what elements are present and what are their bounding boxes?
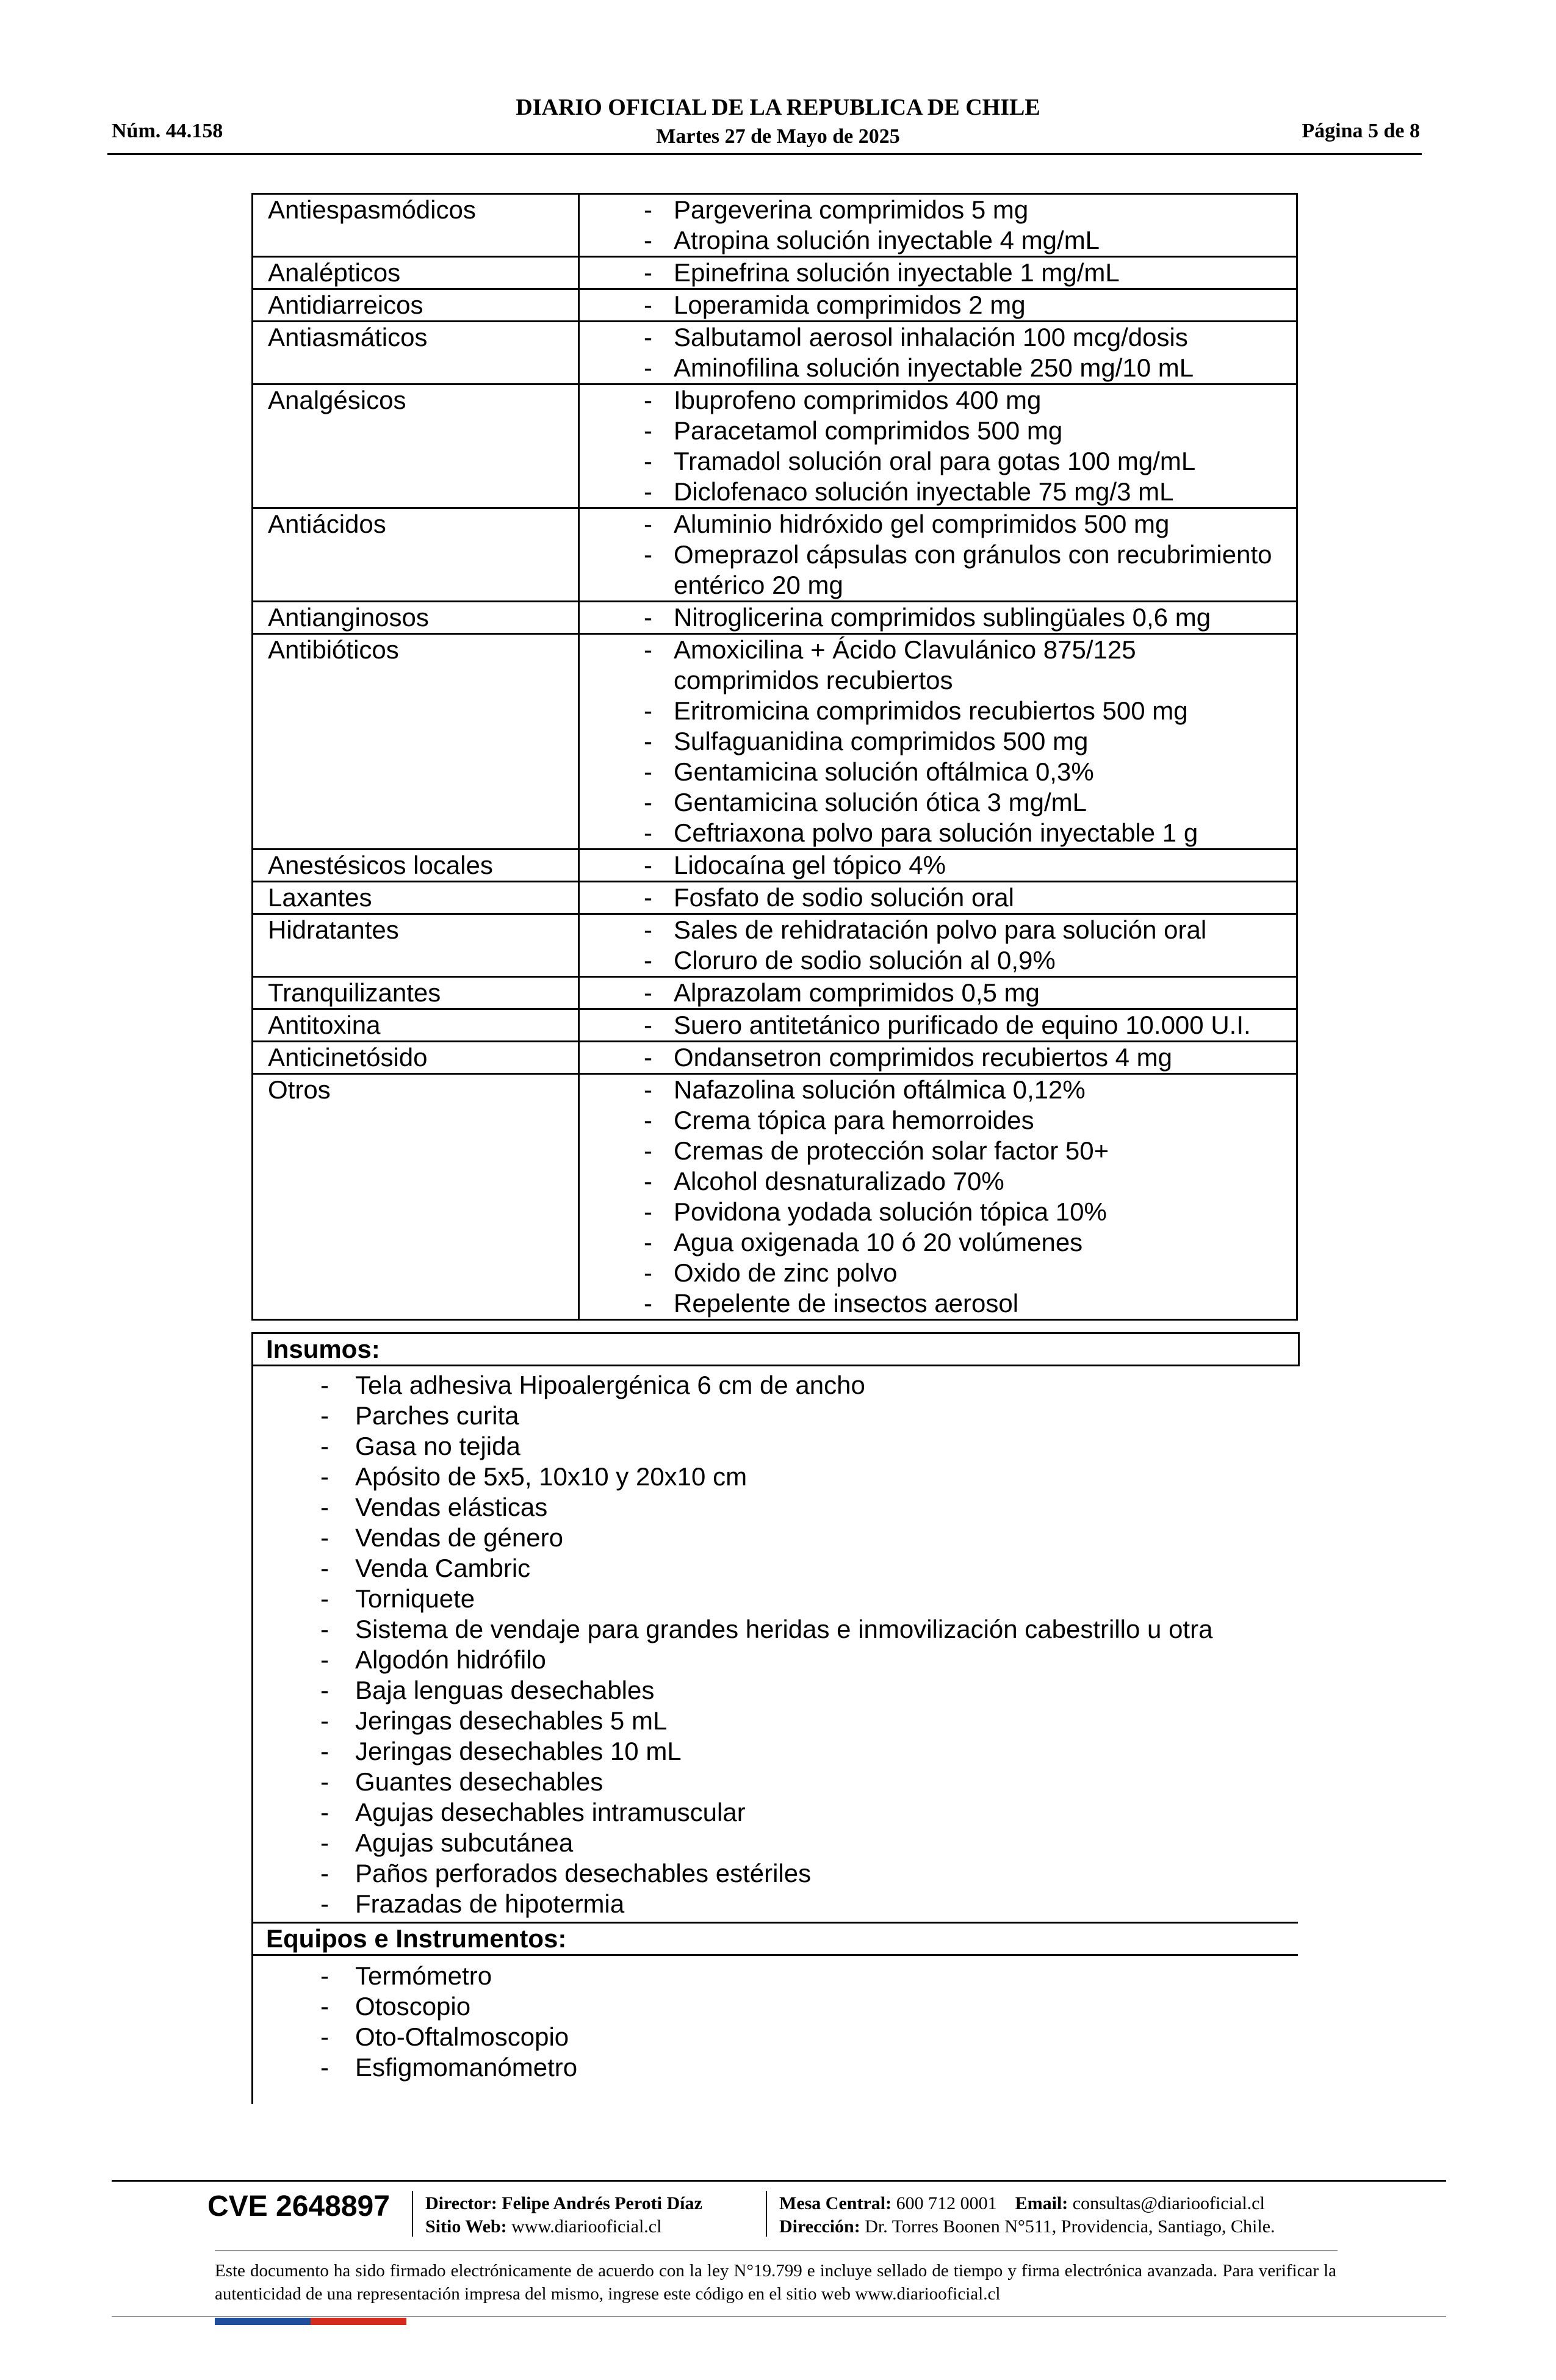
list-item bbox=[580, 385, 1296, 416]
bullet-dash: - bbox=[644, 477, 652, 506]
list-item bbox=[580, 477, 1296, 507]
items-cell bbox=[579, 849, 1297, 882]
bullet-dash: - bbox=[644, 1136, 652, 1165]
item-text: Gasa no tejida bbox=[355, 1432, 520, 1460]
items-cell bbox=[579, 977, 1297, 1009]
item-text: Parches curita bbox=[355, 1401, 519, 1430]
item-text: Agujas subcutánea bbox=[355, 1828, 574, 1857]
table-row bbox=[253, 257, 1297, 289]
list-item bbox=[580, 1105, 1296, 1136]
items-cell bbox=[579, 602, 1297, 634]
list-item bbox=[580, 1227, 1296, 1258]
list-item bbox=[251, 1736, 1298, 1767]
item-text: Salbutamol aerosol inhalación 100 mcg/dosis bbox=[674, 323, 1188, 352]
table-row bbox=[253, 508, 1297, 602]
items-cell bbox=[579, 634, 1297, 849]
list-item bbox=[251, 1645, 1298, 1675]
item-text: Guantes desechables bbox=[355, 1767, 603, 1796]
item-text: Agua oxigenada 10 ó 20 volúmenes bbox=[674, 1228, 1083, 1257]
list-item bbox=[251, 1991, 1298, 2022]
list-item bbox=[580, 1166, 1296, 1197]
list-item bbox=[580, 1258, 1296, 1288]
bullet-dash: - bbox=[644, 416, 652, 445]
item-text: Vendas elásticas bbox=[355, 1493, 548, 1521]
legal-notice: Este documento ha sido firmado electrónicamente de acuerdo con la ley N°19.799 e incluye sellado de tiempo y firma electrónica avanzada. Para verificar la autenticidad de una representación impresa del mismo, ingrese este código en el sitio web www.diariooficial.cl bbox=[215, 2261, 1336, 2304]
bullet-dash: - bbox=[320, 1798, 329, 1826]
bullet-dash: - bbox=[644, 1011, 652, 1039]
bullet-dash: - bbox=[644, 1106, 652, 1134]
item-text: Paños perforados desechables estériles bbox=[355, 1859, 812, 1888]
bullet-dash: - bbox=[320, 1523, 329, 1552]
list-item bbox=[251, 1675, 1298, 1706]
bullet-dash: - bbox=[320, 1401, 329, 1430]
bullet-dash: - bbox=[320, 1706, 329, 1735]
equipos-heading: Equipos e Instrumentos: bbox=[251, 1922, 1298, 1956]
item-text: Algodón hidrófilo bbox=[355, 1645, 546, 1674]
item-text: Nafazolina solución oftálmica 0,12% bbox=[674, 1075, 1086, 1104]
issue-number: Núm. 44.158 bbox=[112, 120, 223, 142]
list-item bbox=[251, 1523, 1298, 1553]
table-row bbox=[253, 384, 1297, 508]
insumos-heading: Insumos: bbox=[251, 1332, 1298, 1366]
category-cell: Antibióticos bbox=[253, 634, 579, 849]
list-item bbox=[251, 1614, 1298, 1645]
category-cell: Antidiarreicos bbox=[253, 289, 579, 322]
bullet-dash: - bbox=[320, 1889, 329, 1918]
bullet-dash: - bbox=[320, 1462, 329, 1491]
item-text: Ondansetron comprimidos recubiertos 4 mg bbox=[674, 1043, 1173, 1072]
bullet-dash: - bbox=[644, 696, 652, 725]
list-item bbox=[580, 696, 1296, 726]
item-text: Cloruro de sodio solución al 0,9% bbox=[674, 946, 1056, 975]
item-text: Tela adhesiva Hipoalergénica 6 cm de ancho bbox=[355, 1371, 865, 1399]
list-item bbox=[251, 1706, 1298, 1736]
item-text: Gentamicina solución ótica 3 mg/mL bbox=[674, 788, 1087, 817]
list-item bbox=[580, 1075, 1296, 1105]
category-cell: Hidratantes bbox=[253, 914, 579, 977]
list-item bbox=[580, 1136, 1296, 1166]
category-cell: Anticinetósido bbox=[253, 1042, 579, 1074]
issue-date: Martes 27 de Mayo de 2025 bbox=[656, 125, 900, 148]
list-item bbox=[251, 1961, 1298, 1991]
list-item bbox=[580, 446, 1296, 477]
item-text: Aminofilina solución inyectable 250 mg/10 mL bbox=[674, 353, 1194, 382]
table-row bbox=[253, 914, 1297, 977]
item-text: Oto-Oftalmoscopio bbox=[355, 2022, 569, 2051]
item-text: Epinefrina solución inyectable 1 mg/mL bbox=[674, 258, 1120, 287]
list-item bbox=[251, 1462, 1298, 1492]
category-cell: Antiácidos bbox=[253, 508, 579, 602]
items-cell bbox=[579, 289, 1297, 322]
bullet-dash: - bbox=[320, 1371, 329, 1399]
list-item bbox=[580, 787, 1296, 818]
bullet-dash: - bbox=[320, 1992, 329, 2021]
list-item bbox=[580, 915, 1296, 945]
bullet-dash: - bbox=[644, 978, 652, 1007]
list-item bbox=[580, 539, 1296, 600]
list-item bbox=[251, 1858, 1298, 1889]
item-text: Omeprazol cápsulas con gránulos con recubrimiento entérico 20 mg bbox=[674, 540, 1272, 599]
item-text: Cremas de protección solar factor 50+ bbox=[674, 1136, 1109, 1165]
item-text: Torniquete bbox=[355, 1584, 475, 1613]
item-text: Esfigmomanómetro bbox=[355, 2053, 578, 2082]
item-text: Fosfato de sodio solución oral bbox=[674, 883, 1014, 912]
bullet-dash: - bbox=[320, 1767, 329, 1796]
items-cell bbox=[579, 1074, 1297, 1320]
list-item bbox=[251, 1584, 1298, 1614]
newspaper-title: DIARIO OFICIAL DE LA REPUBLICA DE CHILE bbox=[516, 95, 1040, 120]
bullet-dash: - bbox=[644, 1197, 652, 1226]
list-item bbox=[580, 945, 1296, 976]
item-text: Paracetamol comprimidos 500 mg bbox=[674, 416, 1063, 445]
item-text: Gentamicina solución oftálmica 0,3% bbox=[674, 757, 1094, 786]
item-text: Otoscopio bbox=[355, 1992, 471, 2021]
item-text: Crema tópica para hemorroides bbox=[674, 1106, 1034, 1134]
item-text: Oxido de zinc polvo bbox=[674, 1258, 898, 1287]
table-row bbox=[253, 289, 1297, 322]
list-item bbox=[580, 1197, 1296, 1227]
item-text: Alcohol desnaturalizado 70% bbox=[674, 1167, 1004, 1195]
list-item bbox=[580, 195, 1296, 225]
bullet-dash: - bbox=[320, 1961, 329, 1990]
bullet-dash: - bbox=[644, 1258, 652, 1287]
category-cell: Laxantes bbox=[253, 882, 579, 914]
items-cell bbox=[579, 384, 1297, 508]
website-link[interactable]: www.diariooficial.cl bbox=[511, 2216, 662, 2237]
bullet-dash: - bbox=[644, 1228, 652, 1257]
bullet-dash: - bbox=[644, 1167, 652, 1195]
footer-divider bbox=[215, 2250, 1338, 2251]
item-text: Ceftriaxona polvo para solución inyectable 1 g bbox=[674, 818, 1198, 847]
bullet-dash: - bbox=[644, 635, 652, 664]
list-item bbox=[580, 1042, 1296, 1073]
bullet-dash: - bbox=[644, 290, 652, 319]
list-item bbox=[251, 1492, 1298, 1523]
category-cell: Antiespasmódicos bbox=[253, 194, 579, 257]
item-text: Jeringas desechables 5 mL bbox=[355, 1706, 668, 1735]
list-item bbox=[251, 1767, 1298, 1797]
category-cell: Antitoxina bbox=[253, 1009, 579, 1042]
footer-separator bbox=[412, 2191, 413, 2237]
bullet-dash: - bbox=[644, 788, 652, 817]
item-text: Termómetro bbox=[355, 1961, 492, 1990]
flag-blue-segment bbox=[215, 2318, 311, 2325]
category-cell: Otros bbox=[253, 1074, 579, 1320]
flag-stripe bbox=[215, 2318, 406, 2325]
bullet-dash: - bbox=[644, 883, 652, 912]
table-row bbox=[253, 849, 1297, 882]
item-text: Alprazolam comprimidos 0,5 mg bbox=[674, 978, 1040, 1007]
category-cell: Tranquilizantes bbox=[253, 977, 579, 1009]
list-item bbox=[580, 726, 1296, 757]
list-item bbox=[580, 353, 1296, 383]
bullet-dash: - bbox=[644, 226, 652, 254]
bullet-dash: - bbox=[320, 1737, 329, 1765]
email-link[interactable]: consultas@diariooficial.cl bbox=[1072, 2193, 1265, 2213]
items-cell bbox=[579, 1042, 1297, 1074]
bullet-dash: - bbox=[644, 603, 652, 632]
item-text: Apósito de 5x5, 10x10 y 20x10 cm bbox=[355, 1462, 747, 1491]
list-item bbox=[580, 978, 1296, 1008]
table-row bbox=[253, 1009, 1297, 1042]
bullet-dash: - bbox=[644, 818, 652, 847]
category-cell: Antianginosos bbox=[253, 602, 579, 634]
page-indicator: Página 5 de 8 bbox=[1302, 120, 1420, 142]
table-row bbox=[253, 322, 1297, 384]
bullet-dash: - bbox=[644, 386, 652, 414]
bullet-dash: - bbox=[644, 915, 652, 944]
table-row bbox=[253, 634, 1297, 849]
bullet-dash: - bbox=[644, 757, 652, 786]
list-item bbox=[580, 882, 1296, 913]
bullet-dash: - bbox=[644, 447, 652, 475]
medicines-table bbox=[251, 193, 1298, 1321]
bullet-dash: - bbox=[320, 1645, 329, 1674]
bullet-dash: - bbox=[644, 946, 652, 975]
equipos-list bbox=[251, 1956, 1298, 2085]
footer-divider bbox=[112, 2316, 1446, 2317]
list-item bbox=[251, 1370, 1298, 1401]
footer-contact-block: Mesa Central: 600 712 0001 Email: consultas@diariooficial.cl Dirección: Dr. Torres Boonen N°511, Providencia, Santiago, Chile. bbox=[779, 2193, 1275, 2237]
item-text: Ibuprofeno comprimidos 400 mg bbox=[674, 386, 1042, 414]
list-item bbox=[580, 290, 1296, 320]
bullet-dash: - bbox=[320, 1554, 329, 1582]
list-item bbox=[251, 2022, 1298, 2052]
list-item bbox=[580, 818, 1296, 848]
list-item bbox=[251, 1889, 1298, 1919]
items-cell bbox=[579, 322, 1297, 384]
list-item bbox=[580, 850, 1296, 881]
list-item bbox=[251, 1797, 1298, 1828]
item-text: Atropina solución inyectable 4 mg/mL bbox=[674, 226, 1100, 254]
item-text: Sales de rehidratación polvo para solución oral bbox=[674, 915, 1207, 944]
items-cell bbox=[579, 914, 1297, 977]
item-text: Vendas de género bbox=[355, 1523, 563, 1552]
item-text: Lidocaína gel tópico 4% bbox=[674, 851, 946, 879]
item-text: Baja lenguas desechables bbox=[355, 1676, 655, 1704]
bullet-dash: - bbox=[320, 1584, 329, 1613]
item-text: Povidona yodada solución tópica 10% bbox=[674, 1197, 1107, 1226]
item-text: Diclofenaco solución inyectable 75 mg/3 mL bbox=[674, 477, 1174, 506]
list-item bbox=[580, 322, 1296, 353]
bullet-dash: - bbox=[644, 1075, 652, 1104]
item-text: Venda Cambric bbox=[355, 1554, 531, 1582]
table-row bbox=[253, 1074, 1297, 1320]
table-row bbox=[253, 882, 1297, 914]
insumos-list bbox=[251, 1366, 1298, 1922]
item-text: Nitroglicerina comprimidos sublingüales 0,6 mg bbox=[674, 603, 1211, 632]
items-cell bbox=[579, 508, 1297, 602]
list-item bbox=[251, 2052, 1298, 2083]
bullet-dash: - bbox=[320, 2022, 329, 2051]
item-text: Agujas desechables intramuscular bbox=[355, 1798, 746, 1826]
supplies-section bbox=[251, 1332, 1298, 2104]
bullet-dash: - bbox=[644, 1043, 652, 1072]
item-text: Loperamida comprimidos 2 mg bbox=[674, 290, 1026, 319]
bullet-dash: - bbox=[644, 258, 652, 287]
bullet-dash: - bbox=[644, 727, 652, 755]
category-cell: Anestésicos locales bbox=[253, 849, 579, 882]
bullet-dash: - bbox=[644, 353, 652, 382]
items-cell bbox=[579, 882, 1297, 914]
item-text: Jeringas desechables 10 mL bbox=[355, 1737, 682, 1765]
bullet-dash: - bbox=[644, 851, 652, 879]
list-item bbox=[251, 1401, 1298, 1431]
list-item bbox=[580, 602, 1296, 633]
bullet-dash: - bbox=[320, 2053, 329, 2082]
item-text: Repelente de insectos aerosol bbox=[674, 1289, 1019, 1318]
list-item bbox=[580, 635, 1296, 696]
item-text: Aluminio hidróxido gel comprimidos 500 mg bbox=[674, 510, 1170, 538]
item-text: Frazadas de hipotermia bbox=[355, 1889, 625, 1918]
bullet-dash: - bbox=[644, 195, 652, 224]
table-row bbox=[253, 194, 1297, 257]
table-row bbox=[253, 1042, 1297, 1074]
bullet-dash: - bbox=[644, 1289, 652, 1318]
bullet-dash: - bbox=[320, 1859, 329, 1888]
list-item bbox=[580, 225, 1296, 256]
table-row bbox=[253, 602, 1297, 634]
bullet-dash: - bbox=[644, 540, 652, 569]
item-text: Eritromicina comprimidos recubiertos 500 mg bbox=[674, 696, 1188, 725]
header-divider bbox=[107, 153, 1422, 155]
list-item bbox=[580, 509, 1296, 539]
footer-divider bbox=[112, 2180, 1446, 2182]
item-text: Sistema de vendaje para grandes heridas e inmovilización cabestrillo u otra bbox=[355, 1615, 1213, 1643]
bullet-dash: - bbox=[644, 510, 652, 538]
list-item bbox=[580, 757, 1296, 787]
bullet-dash: - bbox=[320, 1493, 329, 1521]
list-item bbox=[251, 1431, 1298, 1462]
items-cell bbox=[579, 1009, 1297, 1042]
item-text: Tramadol solución oral para gotas 100 mg/mL bbox=[674, 447, 1196, 475]
bullet-dash: - bbox=[320, 1615, 329, 1643]
items-cell bbox=[579, 194, 1297, 257]
table-row bbox=[253, 977, 1297, 1009]
bullet-dash: - bbox=[320, 1676, 329, 1704]
bullet-dash: - bbox=[644, 323, 652, 352]
list-item bbox=[580, 1010, 1296, 1040]
item-text: Suero antitetánico purificado de equino 10.000 U.I. bbox=[674, 1011, 1251, 1039]
bullet-dash: - bbox=[320, 1432, 329, 1460]
item-text: Sulfaguanidina comprimidos 500 mg bbox=[674, 727, 1089, 755]
list-item bbox=[251, 1828, 1298, 1858]
bullet-dash: - bbox=[320, 1828, 329, 1857]
footer-director-block: Director: Felipe Andrés Peroti Díaz Sitio Web: www.diariooficial.cl bbox=[425, 2193, 702, 2237]
item-text: Pargeverina comprimidos 5 mg bbox=[674, 195, 1029, 224]
flag-red-segment bbox=[311, 2318, 406, 2325]
list-item bbox=[580, 258, 1296, 288]
category-cell: Analgésicos bbox=[253, 384, 579, 508]
category-cell: Analépticos bbox=[253, 257, 579, 289]
item-text: Amoxicilina + Ácido Clavulánico 875/125 comprimidos recubiertos bbox=[674, 635, 1136, 694]
footer-separator bbox=[766, 2191, 767, 2237]
list-item bbox=[580, 1288, 1296, 1319]
list-item bbox=[251, 1553, 1298, 1584]
category-cell: Antiasmáticos bbox=[253, 322, 579, 384]
list-item bbox=[580, 416, 1296, 446]
items-cell bbox=[579, 257, 1297, 289]
cve-code: CVE 2648897 bbox=[207, 2190, 390, 2223]
